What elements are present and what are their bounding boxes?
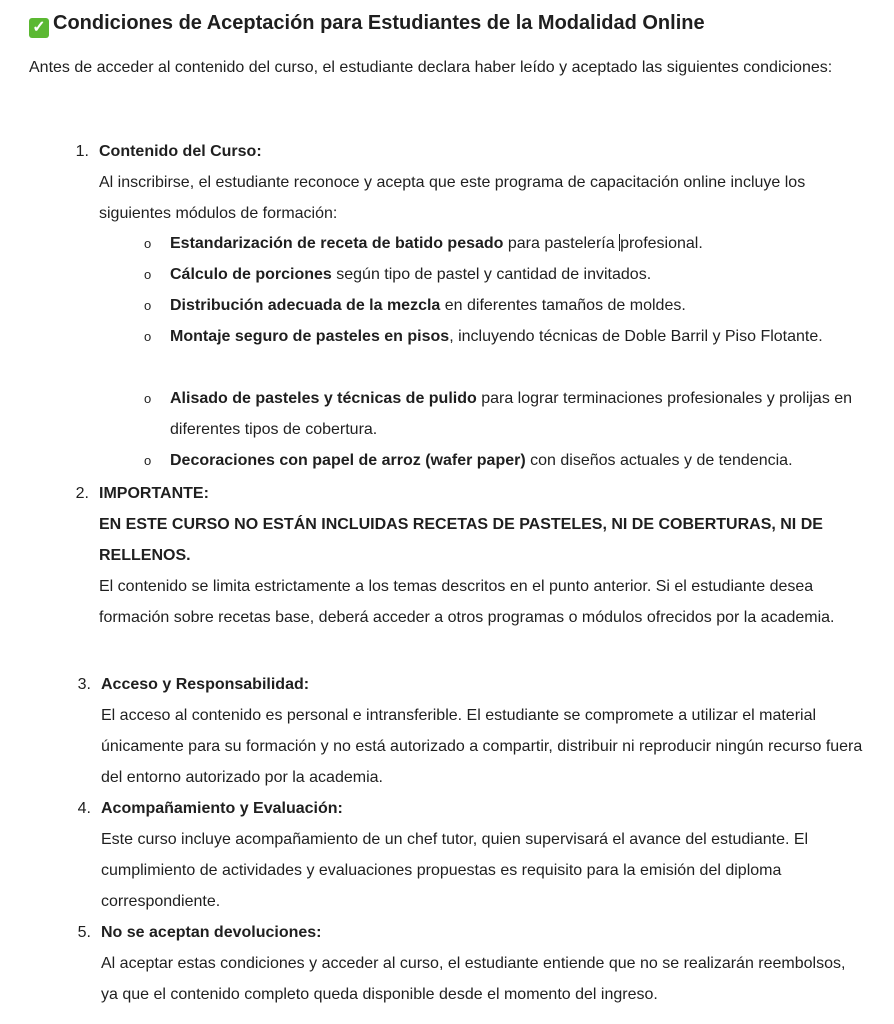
- bullet-icon: o: [144, 298, 152, 313]
- module-item: [144, 259, 870, 290]
- module-text: según tipo de pastel y cantidad de invitados.: [331, 266, 652, 283]
- list-item-tutoring: [77, 793, 821, 917]
- item-heading: Contenido del Curso:: [99, 143, 262, 160]
- item-heading: No se aceptan devoluciones:: [101, 924, 322, 941]
- bullet-icon: o: [144, 391, 152, 406]
- item-text: El contenido se limita estrictamente a los temas descritos en el punto anterior. Si el estudiante desea formación sobre recetas base, deberá acceder a otros programas o módulos ofrecidos por la academia.: [99, 578, 835, 626]
- module-text: para pastelería profesional.: [503, 235, 703, 252]
- item-number: 3.: [77, 676, 91, 693]
- module-text: en diferentes tamaños de moldes.: [440, 297, 686, 314]
- item-heading: Acceso y Responsabilidad:: [101, 676, 310, 693]
- module-item: [144, 290, 870, 321]
- list-item-refunds: [77, 917, 851, 1010]
- item-number: 4.: [77, 800, 91, 817]
- list-item-access: [77, 669, 871, 793]
- module-item: [144, 445, 870, 476]
- title-text: Condiciones de Aceptación para Estudiantes de la Modalidad Online: [53, 12, 705, 34]
- item-text: Al aceptar estas condiciones y acceder al curso, el estudiante entiende que no se realizarán reembolsos, ya que el contenido completo queda disponible desde el momento del ingreso.: [101, 955, 846, 1003]
- item-number: 2.: [75, 485, 89, 502]
- module-bold: Distribución adecuada de la mezcla: [170, 297, 441, 314]
- module-bold: Alisado de pasteles y técnicas de pulido: [170, 390, 477, 407]
- module-bold: Cálculo de porciones: [170, 266, 332, 283]
- module-text: con diseños actuales y de tendencia.: [525, 452, 793, 469]
- module-text: , incluyendo técnicas de Doble Barril y Piso Flotante.: [449, 328, 823, 345]
- module-bold: Decoraciones con papel de arroz (wafer paper): [170, 452, 526, 469]
- item-heading: IMPORTANTE:: [99, 485, 209, 502]
- item-text: Al inscribirse, el estudiante reconoce y acepta que este programa de capacitación online incluye los siguientes módulos de formación:: [99, 174, 806, 222]
- module-item: [144, 321, 870, 352]
- item-text: Este curso incluye acompañamiento de un chef tutor, quien supervisará el avance del estudiante. El cumplimiento de actividades y evaluaciones propuestas es requisito para la emisión del diploma correspondiente.: [101, 831, 809, 910]
- bullet-icon: o: [144, 236, 152, 251]
- bullet-icon: o: [144, 329, 152, 344]
- module-bold: Montaje seguro de pasteles en pisos: [170, 328, 450, 345]
- item-number: 5.: [77, 924, 91, 941]
- warning-text: EN ESTE CURSO NO ESTÁN INCLUIDAS RECETAS DE PASTELES, NI DE COBERTURAS, NI DE RELLENOS.: [99, 516, 823, 564]
- item-number: 1.: [75, 143, 89, 160]
- item-text: El acceso al contenido es personal e intransferible. El estudiante se compromete a utilizar el material únicamente para su formación y no está autorizado a compartir, distribuir ni reproducir ningún recurso fuera del entorno autorizado por la academia.: [101, 707, 863, 786]
- check-mark-icon: ✓: [29, 18, 49, 38]
- list-item-important: [75, 478, 874, 633]
- module-bold: Estandarización de receta de batido pesado: [170, 235, 504, 252]
- item-heading: Acompañamiento y Evaluación:: [101, 800, 343, 817]
- intro-paragraph: Antes de acceder al contenido del curso, el estudiante declara haber leído y aceptado las siguientes condiciones:: [29, 59, 833, 76]
- list-item-content: [75, 136, 889, 229]
- document-title: [29, 8, 705, 38]
- module-item: [144, 383, 870, 445]
- text-cursor: [619, 234, 620, 251]
- module-item: [144, 228, 870, 259]
- bullet-icon: o: [144, 267, 152, 282]
- module-text: para lograr terminaciones profesionales y prolijas en diferentes tipos de cobertura.: [170, 390, 853, 438]
- bullet-icon: o: [144, 453, 152, 468]
